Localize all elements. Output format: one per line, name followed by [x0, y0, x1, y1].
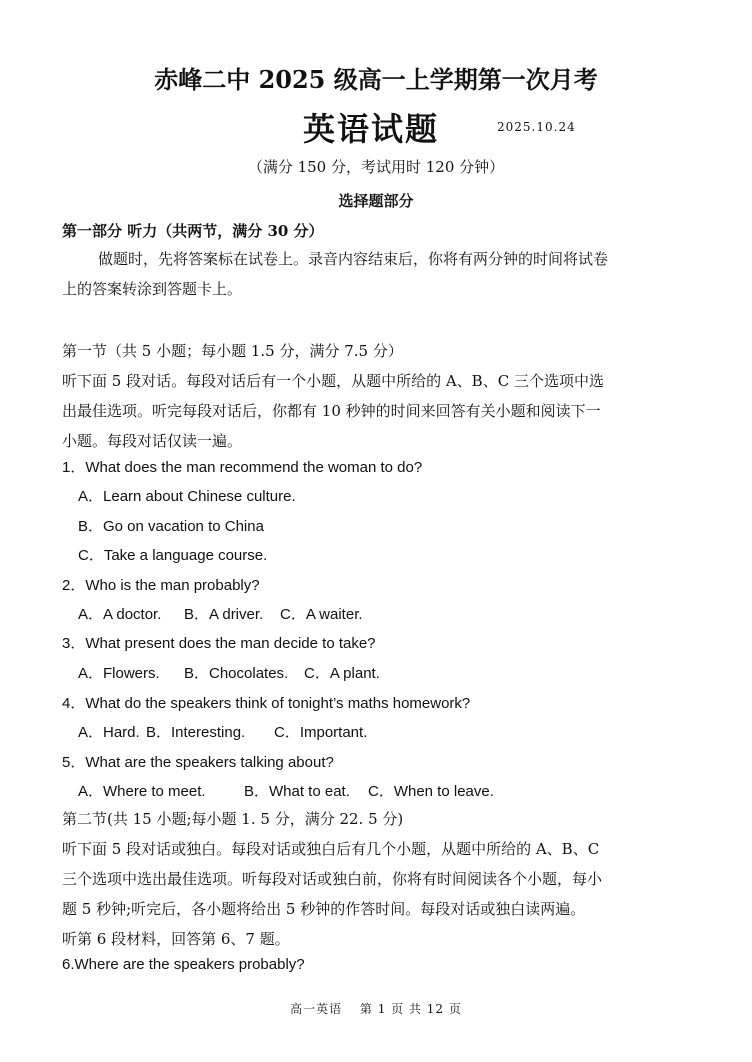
section2-line2: 三个选项中选出最佳选项。听每段对话或独白前，你将有时间阅读各个小题，每小: [62, 870, 603, 888]
question-3-options: [78, 662, 698, 682]
section2-line3: 题 5 秒钟;听完后，各小题将给出 5 秒钟的作答时间。每段对话或独白读两遍。: [62, 900, 586, 918]
exam-title: 赤峰二中 2025 级高一上学期第一次月考: [154, 65, 598, 94]
part1-instruction-line1: 做题时，先将答案标在试卷上。录音内容结束后，你将有两分钟的时间将试卷: [98, 250, 609, 268]
question-5-stem: 5．What are the speakers talking about?: [62, 754, 334, 771]
section2-line4: 听第 6 段材料，回答第 6、7 题。: [62, 930, 290, 948]
question-5-option-b: B．What to eat.: [244, 783, 350, 800]
part1-heading: 第一部分 听力（共两节，满分 30 分）: [62, 222, 324, 240]
subject-title: 英语试题: [303, 110, 440, 148]
question-3-option-b: B．Chocolates.: [184, 665, 289, 682]
subject-row: [0, 104, 752, 148]
page-footer: 高一英语 第 1 页 共 12 页: [290, 1002, 462, 1016]
question-4-option-a: A．Hard.: [78, 724, 140, 741]
question-2-options: [78, 603, 698, 623]
part1-instruction-line2: 上的答案转涂到答题卡上。: [62, 280, 243, 298]
question-2-stem: 2．Who is the man probably?: [62, 577, 260, 594]
question-4-option-c: C．Important.: [274, 724, 368, 741]
section1-line2: 出最佳选项。听完每段对话后，你都有 10 秒钟的时间来回答有关小题和阅读下一: [62, 402, 601, 420]
question-1-option-a: A．Learn about Chinese culture.: [78, 488, 296, 505]
question-2-option-b: B．A driver.: [184, 606, 264, 623]
question-5-option-a: A．Where to meet.: [78, 783, 206, 800]
section2-line1: 听下面 5 段对话或独白。每段对话或独白后有几个小题，从题中所给的 A、B、C: [62, 840, 600, 858]
question-4-option-b: B．Interesting.: [146, 724, 246, 741]
section1-heading: 第一节（共 5 小题；每小题 1.5 分，满分 7.5 分）: [62, 342, 403, 360]
question-1-stem: 1．What does the man recommend the woman to do?: [62, 459, 423, 476]
section1-line1: 听下面 5 段对话。每段对话后有一个小题，从题中所给的 A、B、C 三个选项中选: [62, 372, 604, 390]
question-5-options: [78, 780, 698, 800]
question-1-option-b: B．Go on vacation to China: [78, 518, 264, 535]
section1-line3: 小题。每段对话仅读一遍。: [62, 432, 243, 450]
section-label: 选择题部分: [338, 192, 414, 210]
section2-heading: 第二节(共 15 小题;每小题 1. 5 分，满分 22. 5 分): [62, 810, 404, 828]
question-5-option-c: C．When to leave.: [368, 783, 494, 800]
question-1-option-c: C．Take a language course.: [78, 547, 268, 564]
question-6-stem: 6.Where are the speakers probably?: [62, 956, 305, 973]
score-info: （满分 150 分，考试用时 120 分钟）: [247, 158, 505, 176]
exam-date: 2025.10.24: [497, 120, 576, 134]
question-2-option-a: A．A doctor.: [78, 606, 162, 623]
question-3-stem: 3．What present does the man decide to take?: [62, 635, 376, 652]
question-4-options: [78, 721, 698, 741]
question-3-option-a: A．Flowers.: [78, 665, 160, 682]
question-2-option-c: C．A waiter.: [280, 606, 363, 623]
question-4-stem: 4．What do the speakers think of tonight’s maths homework?: [62, 695, 471, 712]
question-3-option-c: C．A plant.: [304, 665, 380, 682]
